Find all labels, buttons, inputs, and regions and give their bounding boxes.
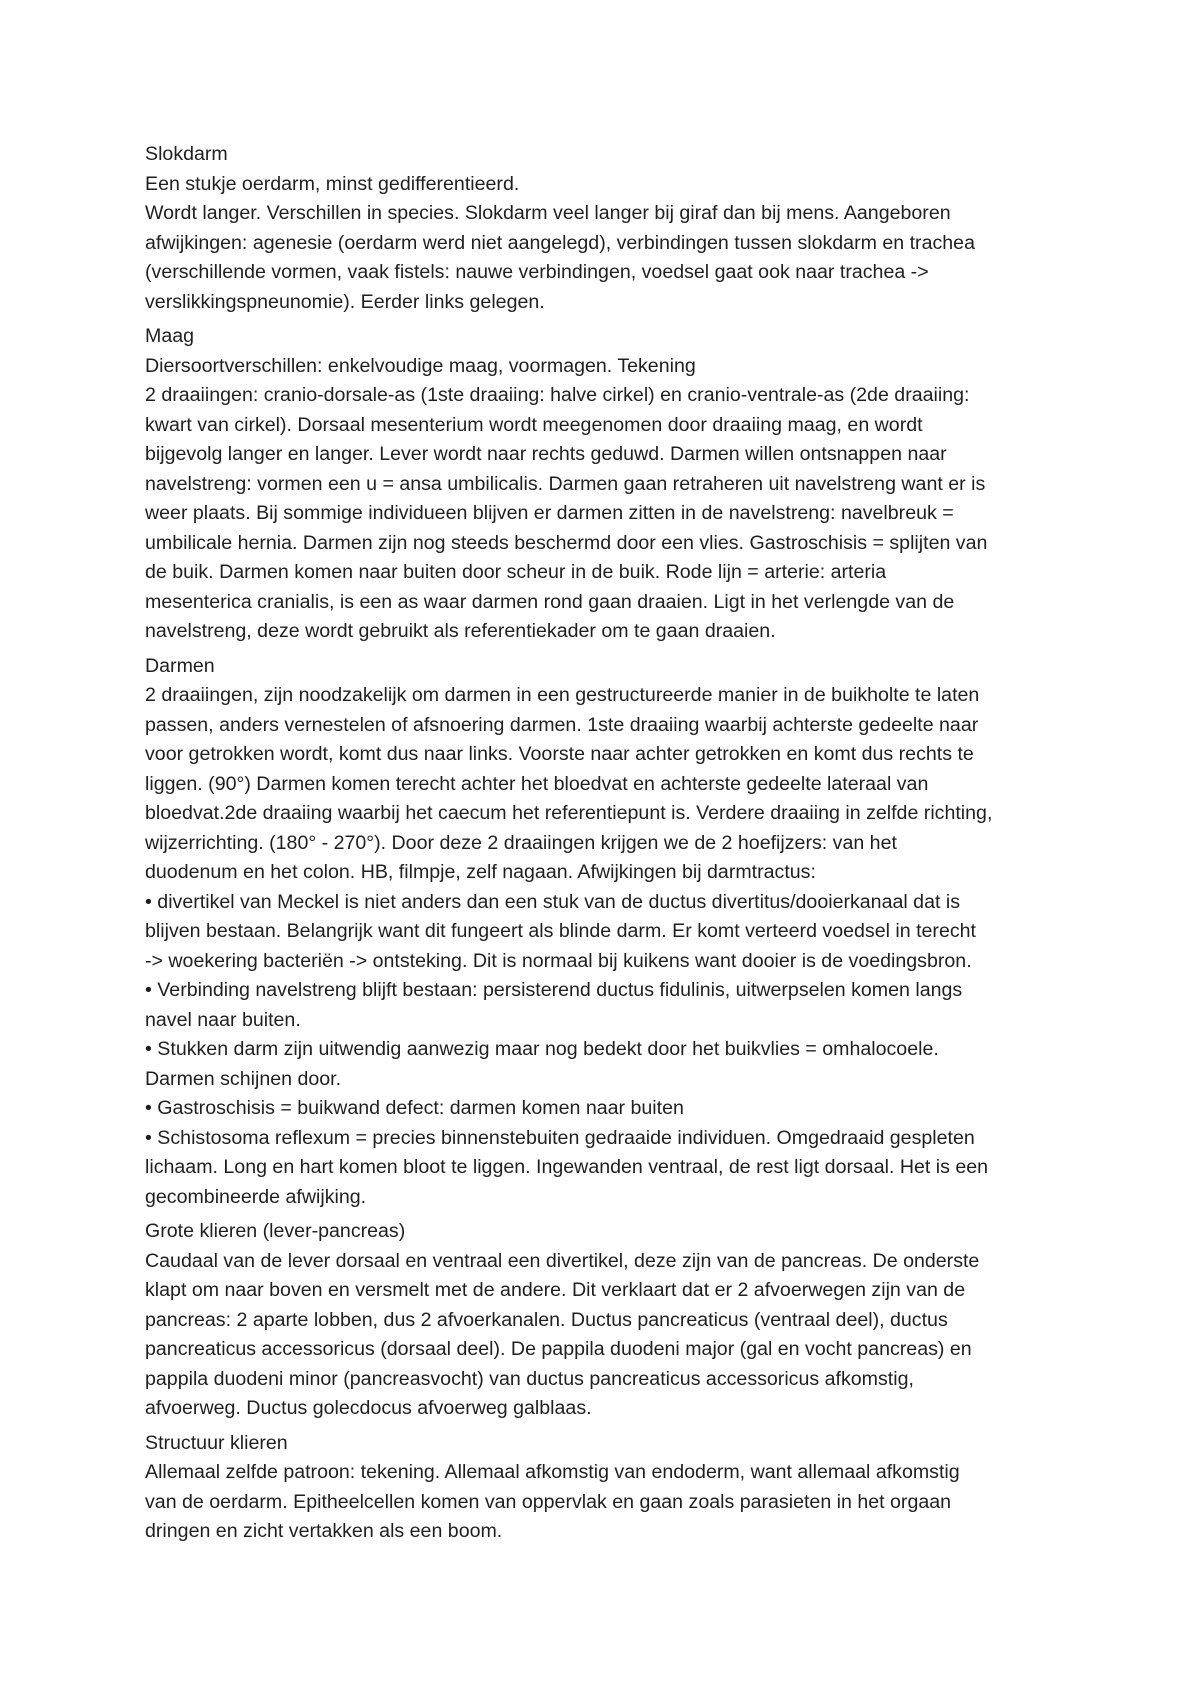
section-heading: Slokdarm [145,143,228,165]
text-line: dringen en zicht vertakken als een boom. [145,1520,503,1542]
text-line: voor getrokken wordt, komt dus naar links. Voorste naar achter getrokken en komt dus rechts te [145,743,974,765]
text-line: navelstreng, deze wordt gebruikt als referentiekader om te gaan draaien. [145,620,776,642]
text-line: bijgevolg langer en langer. Lever wordt naar rechts geduwd. Darmen willen ontsnappen naar [145,443,947,465]
section-darmen [145,652,1080,1213]
text-line: gecombineerde afwijking. [145,1185,367,1208]
section-structuur-klieren [145,1429,1080,1547]
text-line: pancreas: 2 aparte lobben, dus 2 afvoerkanalen. Ductus pancreaticus (ventraal deel), ductus [145,1308,948,1331]
section-heading: Maag [145,325,195,347]
text-line: Wordt langer. Verschillen in species. Slokdarm veel langer bij giraf dan bij mens. Aangeboren [145,202,951,224]
text-line: Caudaal van de lever dorsaal en ventraal een divertikel, deze zijn van de pancreas. De onderste [145,1249,980,1272]
text-line: weer plaats. Bij sommige individueen blijven er darmen zitten in de navelstreng: navelbreuk = [145,502,954,524]
bullet-line: • Schistosoma reflexum = precies binnenstebuiten gedraaide individuen. Omgedraaid gespleten [145,1126,975,1149]
text-line: lichaam. Long en hart komen bloot te liggen. Ingewanden ventraal, de rest ligt dorsaal. Het is een [145,1156,989,1178]
bullet-line: • divertikel van Meckel is niet anders dan een stuk van de ductus divertitus/dooierkanaal dat is [145,890,961,913]
text-line: navel naar buiten. [145,1008,301,1031]
text-line: afwijkingen: agenesie (oerdarm werd niet aangelegd), verbindingen tussen slokdarm en trachea [145,231,975,254]
document-page [145,140,1080,1552]
text-line: pancreaticus accessoricus (dorsaal deel). De pappila duodeni major (gal en vocht pancreas) en [145,1338,972,1360]
text-line: (verschillende vormen, vaak fistels: nauwe verbindingen, voedsel gaat ook naar trachea -> [145,261,929,283]
text-line: kwart van cirkel). Dorsaal mesenterium wordt meegenomen door draaiing maag, en wordt [145,413,923,436]
text-line: liggen. (90°) Darmen komen terecht achter het bloedvat en achterste gedeelte lateraal van [145,772,929,795]
text-line: -> woekering bacteriën -> ontsteking. Dit is normaal bij kuikens want dooier is de voedingsbron. [145,949,972,972]
text-line: mesenterica cranialis, is een as waar darmen rond gaan draaien. Ligt in het verlengde van de [145,590,955,613]
bullet-line: • Verbinding navelstreng blijft bestaan: persisterend ductus fidulinis, uitwerpselen komen langs [145,979,963,1001]
text-line: Darmen schijnen door. [145,1067,342,1090]
section-grote-klieren [145,1217,1080,1424]
text-line: Diersoortverschillen: enkelvoudige maag, voormagen. Tekening [145,354,696,377]
text-line: 2 draaiingen: cranio-dorsale-as (1ste draaiing: halve cirkel) en cranio-ventrale-as (2de draaiing: [145,384,970,406]
text-line: afvoerweg. Ductus golecdocus afvoerweg galblaas. [145,1397,592,1419]
section-heading: Grote klieren (lever-pancreas) [145,1220,406,1242]
text-line: passen, anders vernestelen of afsnoering darmen. 1ste draaiing waarbij achterste gedeelte naar [145,713,979,736]
section-slokdarm [145,140,1080,317]
text-line: 2 draaiingen, zijn noodzakelijk om darmen in een gestructureerde manier in de buikholte te laten [145,684,980,706]
text-line: van de oerdarm. Epitheelcellen komen van oppervlak en gaan zoals parasieten in het orgaan [145,1490,952,1513]
section-heading: Darmen [145,654,215,677]
text-line: klapt om naar boven en versmelt met de andere. Dit verklaart dat er 2 afvoerwegen zijn van de [145,1279,966,1301]
text-line: duodenum en het colon. HB, filmpje, zelf nagaan. Afwijkingen bij darmtractus: [145,861,816,883]
bullet-line: • Gastroschisis = buikwand defect: darmen komen naar buiten [145,1097,684,1119]
text-line: blijven bestaan. Belangrijk want dit fungeert als blinde darm. Er komt verteerd voedsel in terecht [145,920,976,942]
text-line: wijzerrichting. (180° - 270°). Door deze 2 draaiingen krijgen we de 2 hoefijzers: van het [145,831,897,854]
text-line: navelstreng: vormen een u = ansa umbilicalis. Darmen gaan retraheren uit navelstreng want er is [145,472,986,495]
text-line: Allemaal zelfde patroon: tekening. Allemaal afkomstig van endoderm, want allemaal afkomstig [145,1461,960,1483]
text-line: pappila duodeni minor (pancreasvocht) van ductus pancreaticus accessoricus afkomstig, [145,1367,914,1390]
text-line: Een stukje oerdarm, minst gedifferentieerd. [145,172,520,195]
text-line: umbilicale hernia. Darmen zijn nog steeds beschermd door een vlies. Gastroschisis = splijten van [145,531,988,554]
text-line: verslikkingspneunomie). Eerder links gelegen. [145,290,545,313]
section-maag [145,322,1080,647]
bullet-line: • Stukken darm zijn uitwendig aanwezig maar nog bedekt door het buikvlies = omhalocoele. [145,1038,939,1060]
section-heading: Structuur klieren [145,1431,288,1454]
text-line: bloedvat.2de draaiing waarbij het caecum het referentiepunt is. Verdere draaiing in zelfde richting, [145,802,993,824]
text-line: de buik. Darmen komen naar buiten door scheur in de buik. Rode lijn = arterie: arteria [145,561,887,583]
